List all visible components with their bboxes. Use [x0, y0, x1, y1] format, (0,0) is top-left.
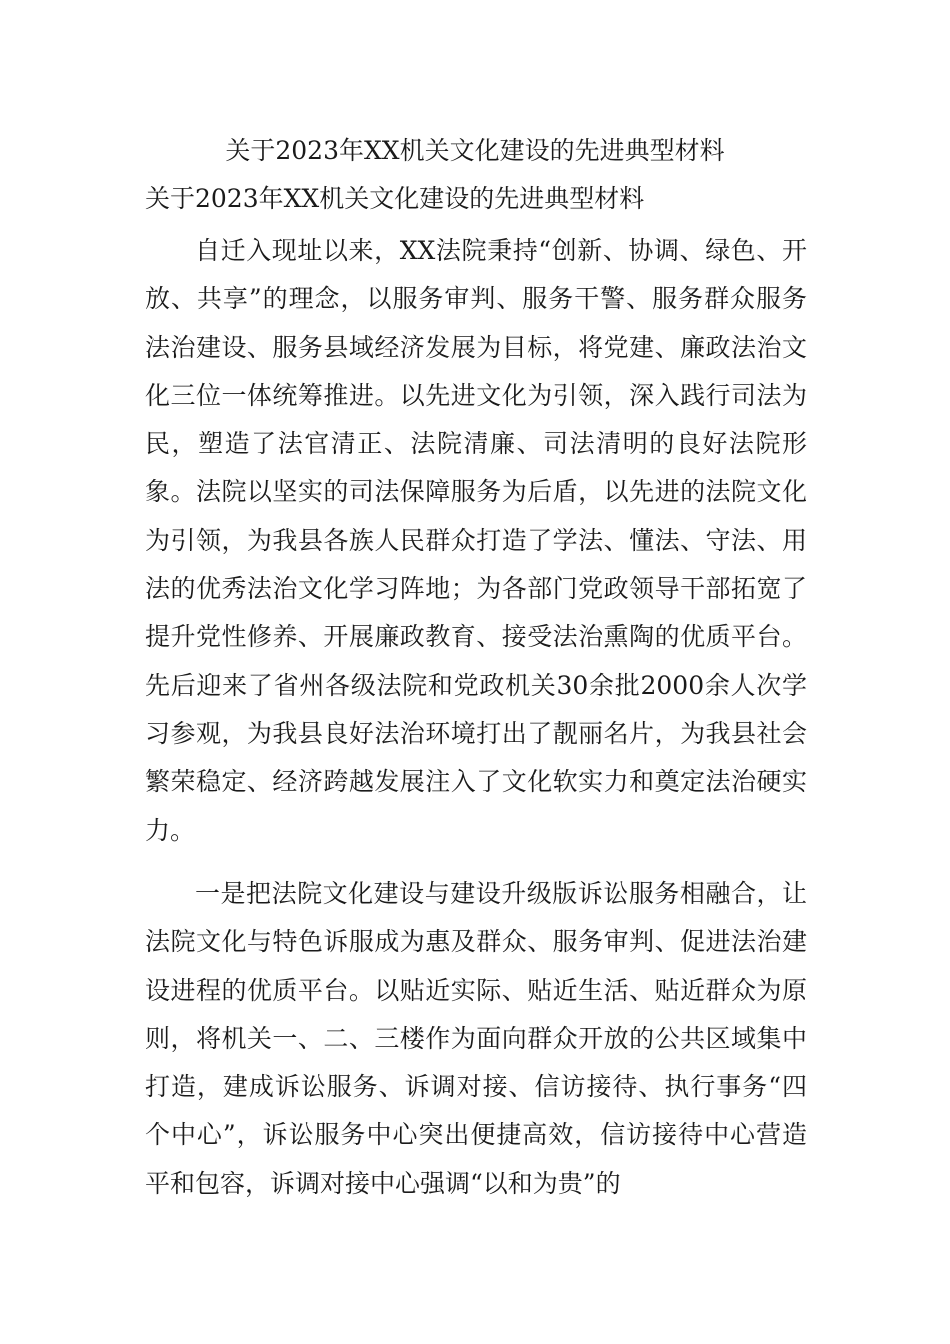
body-paragraph-1: 自迁入现址以来，XX法院秉持“创新、协调、绿色、开放、共享”的理念，以服务审判、服务干警、服务群众服务法治建设、服务县域经济发展为目标，将党建、廉政法治文化三位一体统筹推进。以先进文化为引领，深入践行司法为民，塑造了法官清正、法院清廉、司法清明的良好法院形象。法院以坚实的司法保障服务为后盾，以先进的法院文化为引领，为我县各族人民群众打造了学法、懂法、守法、用法的优秀法治文化学习阵地；为各部门党政领导干部拓宽了提升党性修养、开展廉政教育、接受法治熏陶的优质平台。先后迎来了省州各级法院和党政机关30余批2000余人次学习参观，为我县良好法治环境打出了靓丽名片，为我县社会繁荣稳定、经济跨越发展注入了文化软实力和奠定法治硬实力。: [145, 236, 807, 845]
body-paragraph-2: 一是把法院文化建设与建设升级版诉讼服务相融合，让法院文化与特色诉服成为惠及群众、服务审判、促进法治建设进程的优质平台。以贴近实际、贴近生活、贴近群众为原则，将机关一、二、三楼作为面向群众开放的公共区域集中打造，建成诉讼服务、诉调对接、信访接待、执行事务“四个中心”，诉讼服务中心突出便捷高效，信访接待中心营造平和包容，诉调对接中心强调“以和为贵”的: [145, 879, 807, 1198]
document-title-left: 关于2023年XX机关文化建设的先进典型材料: [145, 184, 645, 213]
document-title-centered: 关于2023年XX机关文化建设的先进典型材料: [225, 136, 725, 165]
